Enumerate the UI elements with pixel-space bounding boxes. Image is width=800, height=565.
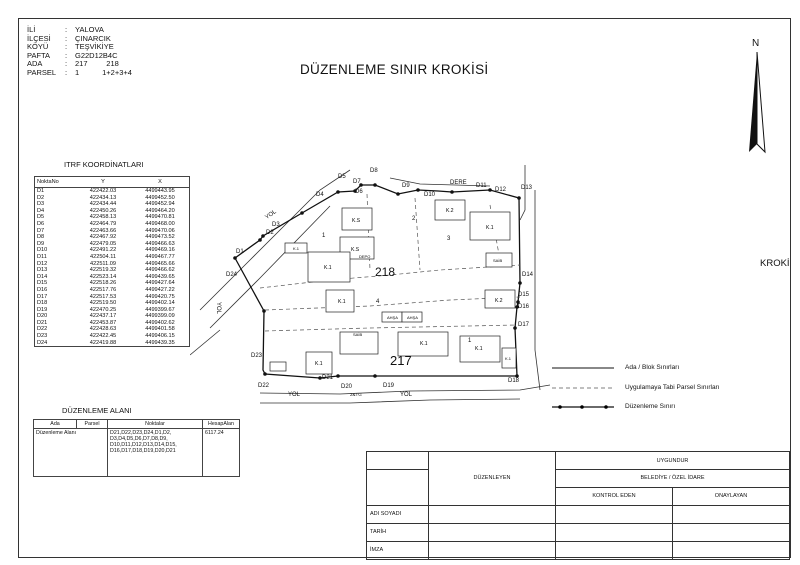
- svg-text:K.S: K.S: [351, 247, 360, 253]
- svg-text:SAİB: SAİB: [493, 258, 503, 263]
- coord-cell: 422519.50: [89, 300, 117, 307]
- svg-text:SAİB: SAİB: [353, 332, 363, 337]
- point-label: D14: [522, 272, 534, 278]
- svg-text:K.1: K.1: [324, 265, 332, 271]
- sig-row-label: ADI SOYADI: [367, 505, 429, 523]
- area-points: D21,D22,D23,D24,D1,D2, D3,D4,D5,D6,D7,D8,D9, D10,D11,D12,D13,D14,D15, D16,D17,D18,D19,D20,D21: [108, 429, 203, 477]
- coord-cell: 4499469.16: [145, 247, 175, 254]
- point-label: D12: [495, 187, 507, 193]
- coord-cell: 422463.66: [89, 227, 117, 234]
- coord-row: [35, 274, 190, 281]
- area-name: Düzenleme Alanı: [34, 429, 108, 477]
- coord-row: [35, 307, 190, 314]
- coord-row: [35, 214, 190, 221]
- svg-text:K.1: K.1: [338, 299, 346, 305]
- svg-text:AHŞA: AHŞA: [387, 315, 398, 320]
- coord-cell: D22: [37, 326, 48, 333]
- point-label: D17: [518, 322, 530, 328]
- coord-row: [35, 340, 190, 347]
- svg-text:K.1: K.1: [486, 225, 494, 231]
- coord-cell: D5: [37, 214, 45, 221]
- coord-cell: 422428.63: [89, 326, 117, 333]
- coord-cell: D9: [37, 240, 45, 247]
- onaylayan-header: ONAYLAYAN: [673, 487, 790, 505]
- sig-cell[interactable]: [429, 505, 556, 523]
- coord-row: [35, 228, 190, 235]
- coord-cell: 422479.05: [89, 240, 117, 247]
- point-label: D4: [316, 192, 324, 198]
- point-label: D24: [226, 272, 238, 278]
- map-note: 2&TG: [350, 392, 362, 397]
- parcel-label: 3: [447, 236, 451, 242]
- coord-cell: 422422.03: [89, 188, 117, 194]
- legend-label: Düzenleme Sınırı: [625, 403, 676, 410]
- legend-lines: [552, 362, 622, 412]
- coord-cell: 422504.11: [89, 253, 117, 260]
- point-label: D9: [402, 183, 410, 189]
- area-header: Parsel: [77, 420, 108, 429]
- coord-cell: 422517.53: [89, 293, 117, 300]
- svg-text:K.2: K.2: [495, 298, 503, 304]
- area-table: [33, 419, 240, 477]
- point-label: D7: [353, 179, 361, 185]
- coord-cell: 4499402.62: [145, 319, 175, 326]
- svg-text:DEPO: DEPO: [359, 254, 371, 259]
- point-label: D21: [322, 375, 334, 381]
- coord-cell: D21: [37, 319, 48, 326]
- coord-row: [35, 247, 190, 254]
- coord-cell: D2: [37, 194, 45, 201]
- point-label: D13: [521, 185, 533, 191]
- coord-cell: D3: [37, 201, 45, 208]
- coord-title: ITRF KOORDİNATLARI: [64, 160, 144, 169]
- coord-row: [35, 201, 190, 208]
- coord-cell: 422523.14: [89, 273, 117, 280]
- coord-row: [35, 208, 190, 215]
- coord-cell: 4499468.00: [145, 220, 175, 227]
- duzenleyen-header: DÜZENLEYEN: [429, 452, 556, 506]
- coord-cell: D17: [37, 293, 48, 300]
- coord-cell: D23: [37, 333, 48, 340]
- coord-row: [35, 287, 190, 294]
- coord-cell: D20: [37, 313, 48, 320]
- coord-cell: 4499452.94: [145, 201, 175, 208]
- svg-text:K.1: K.1: [293, 246, 300, 251]
- coord-header: X: [131, 177, 190, 188]
- coord-cell: 4499420.75: [145, 293, 175, 300]
- coord-cell: 4499443.95: [145, 188, 175, 194]
- coord-cell: 422467.92: [89, 234, 117, 241]
- info-value: ÇINARCIK: [75, 33, 111, 43]
- coord-row: [35, 267, 190, 274]
- svg-text:K.1: K.1: [420, 341, 428, 347]
- coord-cell: 4499427.22: [145, 286, 175, 293]
- svg-text:K.1: K.1: [315, 361, 323, 367]
- coord-row: [35, 261, 190, 268]
- coord-cell: 422470.25: [89, 306, 117, 313]
- coord-cell: 4499406.15: [145, 333, 175, 340]
- coord-cell: 422434.13: [89, 194, 117, 201]
- parcel-info: İLİ : YALOVA İLÇESİ : ÇINARCIK KÖYÜ : TEŞVİKİYE PAFTA : G22D12B4C ADA : 217 218 PARSEL : 1 1+2+3+4: [27, 25, 132, 77]
- coord-cell: 4499467.77: [145, 253, 175, 260]
- kroki-label: KROKİ: [760, 258, 790, 269]
- area-header: Noktalar: [108, 420, 203, 429]
- info-key: PAFTA: [27, 50, 51, 60]
- svg-text:K.1: K.1: [475, 346, 483, 352]
- ada-217-label: 217: [390, 353, 412, 368]
- coord-cell: D15: [37, 280, 48, 287]
- coord-cell: D1: [37, 188, 45, 194]
- coord-cell: D10: [37, 247, 48, 254]
- point-label: D2: [266, 230, 274, 236]
- coord-cell: 422519.32: [89, 267, 117, 274]
- coord-cell: 4499470.06: [145, 227, 175, 234]
- coord-cell: D6: [37, 220, 45, 227]
- coord-cell: D14: [37, 273, 48, 280]
- coord-cell: 4499399.67: [145, 306, 175, 313]
- coord-cell: 4499427.64: [145, 280, 175, 287]
- point-label: D3: [272, 222, 280, 228]
- info-key: KÖYÜ: [27, 42, 49, 52]
- point-label: D8: [370, 168, 378, 174]
- coord-cell: 4499439.35: [145, 339, 175, 346]
- point-label: D18: [508, 378, 520, 384]
- coord-row: [35, 254, 190, 261]
- info-key: PARSEL: [27, 67, 57, 77]
- signature-table: [366, 451, 790, 560]
- coord-table: [34, 176, 190, 347]
- page-title: DÜZENLEME SINIR KROKİSİ: [300, 62, 489, 77]
- coord-cell: 422453.87: [89, 319, 117, 326]
- info-value: YALOVA: [75, 25, 104, 34]
- sig-cell[interactable]: [556, 541, 673, 559]
- belediye-header: BELEDİYE / ÖZEL İDARE: [556, 470, 790, 488]
- coord-row: [35, 234, 190, 241]
- coord-header: NoktaNo: [35, 177, 76, 188]
- point-label: D10: [424, 192, 436, 198]
- area-title: DÜZENLEME ALANI: [62, 406, 132, 415]
- coord-cell: 422517.76: [89, 286, 117, 293]
- coord-cell: 422464.79: [89, 220, 117, 227]
- coord-row: [35, 320, 190, 327]
- sig-cell[interactable]: [429, 523, 556, 541]
- info-value: 217 218: [75, 59, 119, 69]
- coord-row: [35, 221, 190, 228]
- coord-cell: D7: [37, 227, 45, 234]
- coord-cell: 4499439.65: [145, 273, 175, 280]
- road-label: YOL: [288, 392, 301, 398]
- coord-row: [35, 280, 190, 287]
- road-label: YOL: [400, 392, 413, 398]
- coord-cell: D19: [37, 306, 48, 313]
- area-header: Ada: [34, 420, 77, 429]
- coord-cell: 4499466.62: [145, 267, 175, 274]
- point-label: D11: [476, 183, 487, 189]
- coord-cell: 4499401.58: [145, 326, 175, 333]
- coord-row: [35, 326, 190, 333]
- svg-text:K.2: K.2: [446, 208, 454, 214]
- parcel-label: 2: [412, 216, 416, 222]
- coord-cell: D16: [37, 286, 48, 293]
- coord-cell: D18: [37, 300, 48, 307]
- svg-text:K.S: K.S: [352, 218, 361, 224]
- point-label: D6: [355, 189, 363, 195]
- road-label: YOL: [264, 209, 278, 221]
- coord-cell: 4499473.52: [145, 234, 175, 241]
- coord-cell: 422450.26: [89, 207, 117, 214]
- svg-text:AHŞA: AHŞA: [407, 315, 418, 320]
- sig-row-label: TARİH: [367, 523, 429, 541]
- kontrol-header: KONTROL EDEN: [556, 487, 673, 505]
- coord-row: [35, 294, 190, 301]
- point-label: D15: [518, 292, 530, 298]
- dere-label: DERE: [450, 180, 467, 186]
- info-value: G22D12B4C: [75, 50, 118, 60]
- coord-cell: D8: [37, 234, 45, 241]
- parcel-label: 1: [322, 233, 326, 239]
- point-label: D20: [341, 384, 353, 390]
- north-label: N: [752, 38, 760, 49]
- coord-cell: D24: [37, 339, 48, 346]
- sig-cell[interactable]: [673, 541, 790, 559]
- info-key: İLÇESİ: [27, 33, 51, 43]
- sig-cell[interactable]: [556, 505, 673, 523]
- parcel-label: 4: [376, 299, 380, 305]
- coord-cell: 422511.09: [89, 260, 117, 267]
- ada-218-label: 218: [375, 265, 396, 279]
- coord-cell: D11: [37, 253, 47, 260]
- sig-row-label: İMZA: [367, 541, 429, 559]
- area-value: 6117.24: [203, 429, 240, 477]
- coord-cell: 4499470.81: [145, 214, 175, 221]
- point-label: D1: [236, 249, 244, 255]
- coord-cell: 4499466.63: [145, 240, 175, 247]
- coord-cell: 4499465.66: [145, 260, 175, 267]
- coord-cell: 422518.26: [89, 280, 117, 287]
- coord-cell: D12: [37, 260, 48, 267]
- coord-row: [35, 300, 190, 307]
- sig-cell[interactable]: [556, 523, 673, 541]
- info-value: 1 1+2+3+4: [75, 67, 132, 77]
- north-arrow-icon: [745, 52, 769, 162]
- coord-cell: 4499464.20: [145, 207, 175, 214]
- info-value: TEŞVİKİYE: [75, 42, 114, 52]
- coord-cell: 422419.88: [89, 339, 117, 346]
- coord-row: [35, 195, 190, 202]
- coord-cell: D13: [37, 267, 48, 274]
- sig-cell[interactable]: [673, 523, 790, 541]
- coord-cell: 422491.22: [89, 247, 117, 254]
- coord-row: [35, 241, 190, 248]
- coord-cell: 422437.17: [89, 313, 117, 320]
- coord-cell: 422422.45: [89, 333, 117, 340]
- coord-cell: 422458.13: [89, 214, 117, 221]
- point-label: D22: [258, 383, 270, 389]
- point-label: D19: [383, 383, 395, 389]
- parcel-label: 1: [468, 338, 472, 344]
- uygundur-header: UYGUNDUR: [556, 452, 790, 470]
- legend-label: Ada / Blok Sınırları: [625, 364, 680, 371]
- coord-row: [35, 188, 190, 195]
- point-label: D5: [338, 174, 346, 180]
- area-header: HesapAlan: [203, 420, 240, 429]
- sig-cell[interactable]: [673, 505, 790, 523]
- coord-cell: 4499399.09: [145, 313, 175, 320]
- legend-label: Uygulamaya Tabi Parsel Sınırları: [625, 384, 720, 391]
- coord-row: [35, 313, 190, 320]
- coord-cell: 422434.44: [89, 201, 117, 208]
- coord-row: [35, 333, 190, 340]
- point-label: D16: [518, 304, 530, 310]
- coord-cell: D4: [37, 207, 45, 214]
- coord-cell: 4499452.50: [145, 194, 175, 201]
- sig-cell[interactable]: [429, 541, 556, 559]
- coord-cell: 4499402.14: [145, 300, 175, 307]
- svg-text:K.1: K.1: [505, 356, 512, 361]
- info-key: İLİ: [27, 25, 36, 34]
- point-label: D23: [251, 353, 263, 359]
- road-label: YOL: [215, 301, 222, 315]
- info-key: ADA: [27, 59, 43, 69]
- coord-header: Y: [75, 177, 131, 188]
